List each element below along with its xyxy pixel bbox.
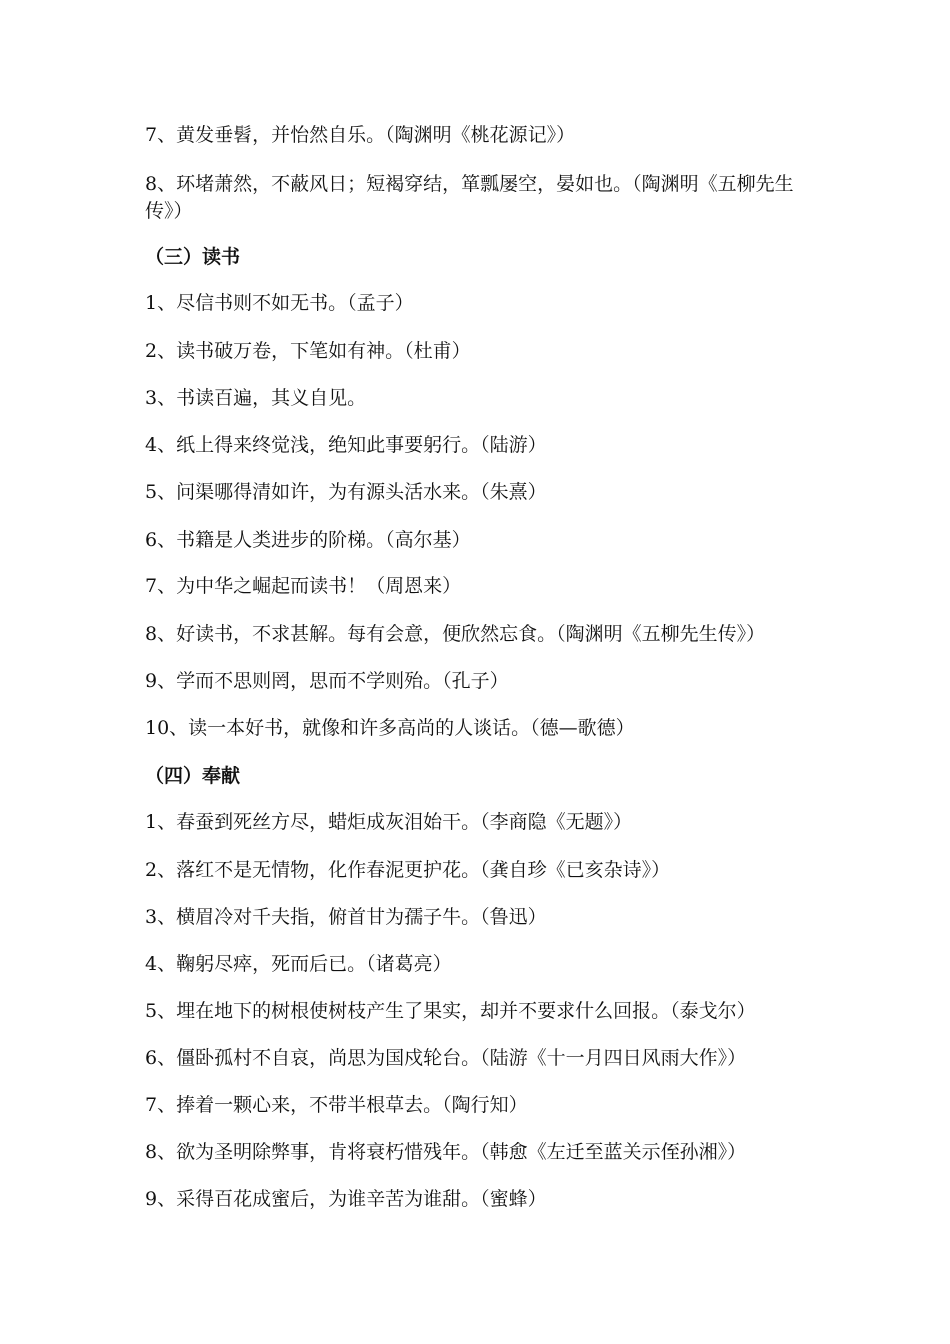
quote-line: 9、采得百花成蜜后，为谁辛苦为谁甜。（蜜蜂）	[145, 1188, 547, 1210]
section-heading-reading: （三）读书	[145, 246, 241, 268]
quote-line: 7、黄发垂髫，并怡然自乐。（陶渊明《桃花源记》）	[145, 124, 576, 146]
quote-line: 8、好读书，不求甚解。每有会意，便欣然忘食。（陶渊明《五柳先生传》）	[145, 623, 766, 645]
quote-line: 3、横眉冷对千夫指，俯首甘为孺子牛。（鲁迅）	[145, 906, 547, 928]
quote-line: 10、读一本好书，就像和许多高尚的人谈话。（德—歌德）	[145, 717, 635, 739]
quote-line: 2、落红不是无情物，化作春泥更护花。（龚自珍《已亥杂诗》）	[145, 859, 671, 881]
quote-line: 5、埋在地下的树根使树枝产生了果实，却并不要求什么回报。（泰戈尔）	[145, 1000, 756, 1022]
quote-line: 4、鞠躬尽瘁，死而后已。（诸葛亮）	[145, 953, 452, 975]
quote-line: 6、僵卧孤村不自哀，尚思为国戍轮台。（陆游《十一月四日风雨大作》）	[145, 1047, 747, 1069]
quote-line: 3、书读百遍，其义自见。	[145, 387, 367, 409]
quote-line: 1、春蚕到死丝方尽，蜡炬成灰泪始干。（李商隐《无题》）	[145, 811, 633, 833]
quote-line: 9、学而不思则罔，思而不学则殆。（孔子）	[145, 670, 509, 692]
section-heading-dedication: （四）奉献	[145, 765, 241, 787]
quote-line: 7、为中华之崛起而读书！（周恩来）	[145, 575, 462, 597]
quote-line: 8、欲为圣明除弊事，肯将衰朽惜残年。（韩愈《左迁至蓝关示侄孙湘》）	[145, 1141, 747, 1163]
quote-line: 5、问渠哪得清如许，为有源头活水来。（朱熹）	[145, 481, 547, 503]
quote-line: 7、捧着一颗心来，不带半根草去。（陶行知）	[145, 1094, 528, 1116]
quote-line: 2、读书破万卷，下笔如有神。（杜甫）	[145, 340, 471, 362]
quote-line: 8、环堵萧然，不蔽风日；短褐穿结，箪瓢屡空，晏如也。（陶渊明《五柳先生传》）	[145, 173, 794, 222]
quote-line: 4、纸上得来终觉浅，绝知此事要躬行。（陆游）	[145, 434, 547, 456]
quote-line: 1、尽信书则不如无书。（孟子）	[145, 292, 414, 314]
quote-line: 6、书籍是人类进步的阶梯。（高尔基）	[145, 529, 471, 551]
